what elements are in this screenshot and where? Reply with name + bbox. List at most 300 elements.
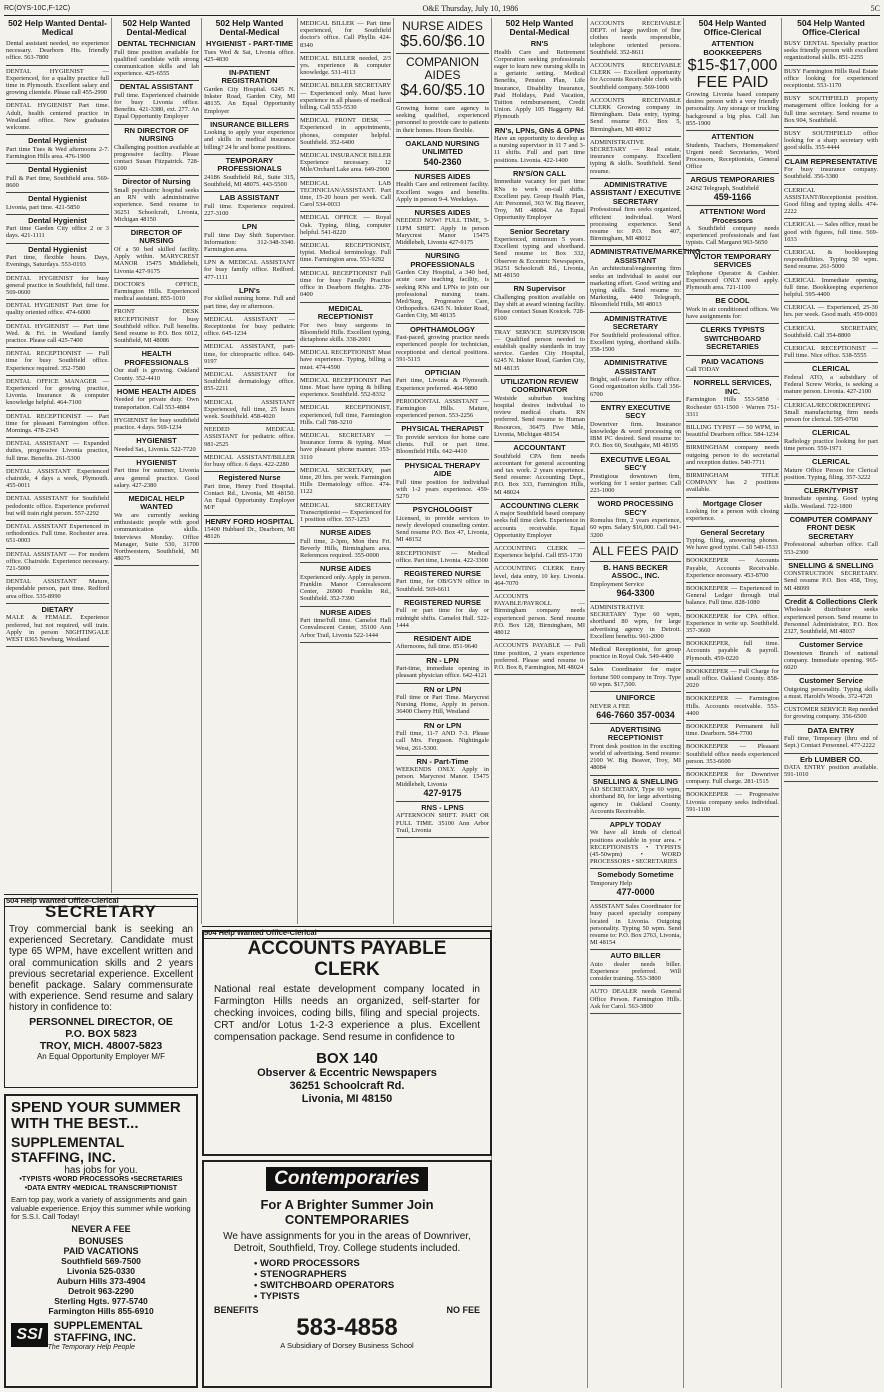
ad-body: MEDICAL BILLER SECRETARY — Experienced only. Must have experience in all phases of medical billing. Call 553-5530 (300, 82, 391, 112)
classified-ad (396, 720, 489, 756)
classified-ad (300, 268, 391, 303)
classified-ad (6, 215, 109, 244)
ad-body: CLERICAL — Experienced, 25-30 hrs. per week. Good math. 459-0001 (784, 304, 878, 319)
ad-body: MEDICAL INSURANCE BILLER Experience necessary. 12 Mile/Orchard Lake area. 649-2900 (300, 152, 392, 174)
ad-body: CLERICAL ASSISTANT/Receptionist position. Good filing and typing skills. 474-2222 (784, 186, 878, 216)
classified-ad (396, 802, 489, 838)
ad-heading: WORD PROCESSING SEC'Y (597, 499, 674, 517)
ad-body: Health Care and Retirement Corporation seeking professionals eager to learn new nursing skills in a geriatric setting. Medical Benefits, Pension Plan, Life Insurance, Disability Insurance, Paid Holidays, Paid Vacation, Tuition reimbursement, Credit Union. Apply 105 Haggerty Rd. Plymouth (494, 48, 585, 121)
classified-ad (300, 18, 391, 53)
classified-ad (300, 303, 391, 348)
classified-ad (204, 369, 295, 397)
ad-heading: HEALTH PROFESSIONALS (124, 349, 189, 367)
ad-body: Typing, filing, answering phones. We have good typist. Call 540-1533 (686, 537, 779, 552)
supp-tagline: The Temporary Help People (47, 1343, 135, 1351)
classified-ad (784, 485, 878, 514)
classified-ad (590, 692, 681, 724)
classified-ad (494, 226, 585, 284)
classified-ad (6, 38, 109, 66)
classified-ad (590, 454, 681, 499)
ad-body: 24262 Telegraph, Southfield (686, 184, 759, 192)
ad-body: BILLING TYPIST — 50 WPM, in beautiful Dearborn office. 584-1234 (686, 423, 779, 439)
ad-heading: ATTENTION! Word Processors (699, 207, 766, 225)
classified-ad (114, 457, 199, 493)
classified-ad (300, 402, 391, 430)
ad-heading: NURSING PROFESSIONALS (410, 251, 475, 269)
ad-body: Challenging position available on Day shift at award winning facility. Please contact Susan Kosicek. 728-6100 (494, 293, 585, 323)
classified-ad (784, 185, 878, 220)
classified-ad (396, 684, 489, 720)
classified-ad (784, 427, 878, 456)
ad-heading: OPTICIAN (424, 367, 461, 377)
ad-body: CLERICAL SECRETARY, Southfield. Call 354-8800 (784, 324, 878, 339)
classified-ad (204, 314, 295, 342)
ad-body: Call TODAY (686, 366, 720, 374)
ad-heading: HENRY FORD HOSPITAL (205, 516, 294, 526)
ad-body: Part time Tues & Wed afternoons 2-7. Farmington Hills area. 476-1900 (6, 145, 109, 160)
classified-ad (590, 95, 681, 137)
classified-ad (204, 257, 295, 285)
section-heading: 502 Help Wanted Dental-Medical (8, 18, 107, 37)
supp-pitch: Earn top pay, work a variety of assignments and gain valuable experience. Enjoy this summer while working for S.S.I. Call Today! (11, 1195, 191, 1221)
ad-body: LPN & MEDICAL ASSISTANT for busy family office. Redford. 477-1111 (204, 259, 295, 281)
ct-phone: 583-4858 (296, 1314, 398, 1341)
ad-heading: ATTENTION BOOKKEEPERS (703, 39, 762, 57)
ap-box: BOX 140 (316, 1050, 378, 1067)
ad-body: Prestigious downtown firm, working for 1 senior partner. Call 223-1000 (590, 472, 681, 495)
ad-body: Immediate opening. Good typing skills. Westland. 722-1800 (784, 495, 878, 510)
ad-body: To provide services for home care clients. Full or part time. Bloomfield Hills. 642-4410 (396, 433, 489, 456)
ad-heading: ADMINISTRATIVE SECRETARY (603, 313, 668, 332)
ad-heading: PHYSICAL THERAPY AIDE (404, 460, 481, 479)
section-heading: 502 Help Wanted Dental-Medical (215, 18, 284, 37)
ad-body: BOOKKEEPER — Full Charge for small office. Oakland County. 858-2020 (686, 667, 779, 690)
classified-ad (396, 756, 489, 802)
classified-ad (686, 555, 779, 583)
ad-wage: $15-$17,000 FEE PAID (687, 57, 778, 91)
classified-ad (590, 986, 681, 1014)
ad-heading: LPN (242, 222, 257, 232)
ad-body: Full & Part time, Southfield area. 569-8600 (6, 174, 109, 189)
section-heading: 504 Help Wanted Office-Clerical (698, 18, 767, 37)
classified-ad (114, 386, 199, 415)
ad-body: ACCOUNTS RECEIVABLE CLERK — Excellent opportunity for Accounts Receivable clerk with Southfield company. 569-1000 (590, 62, 681, 91)
classified-ad (686, 356, 779, 378)
classified-ad (6, 66, 109, 101)
ad-body: Sales Coordinator for major fortune 500 company in Troy. Type 60 wpm. $17,500. (590, 666, 681, 688)
ad-phone: 540-2360 (423, 156, 462, 167)
classified-ad (784, 363, 878, 399)
ad-heading: CLERK/TYPIST (803, 485, 859, 495)
classified-ad (686, 638, 779, 666)
classified-ad (300, 375, 391, 403)
classified-ad (6, 549, 109, 577)
ad-body: CLERICAL RECEPTIONIST — Full time. Nice office. 538-5555 (784, 345, 878, 360)
classified-ad (590, 950, 681, 986)
classified-ad (686, 251, 779, 296)
classified-ad (590, 562, 681, 602)
ad-body: CLERICAL/RECORDKEEPING Small manufacturing firm needs person for clerical. 595-0700 (784, 401, 878, 423)
classified-ad (784, 66, 878, 94)
contemporaries-logo: Contemporaries (266, 1167, 428, 1191)
ad-body: 24186 Southfield Rd., Suite 315, Southfield, MI 48075. 443-5500 (204, 173, 295, 189)
ad-body: Professional firm seeks organized, efficient individual. Word processing experience. Send resume to: P.O. Box 407, Birmingham, MI 48012 (590, 206, 681, 243)
ad-heading: NURSE AIDES (320, 564, 371, 574)
ad-body: Challenging position available at progressive facility. Please contact Susan Fitzpatrick. 728-6100 (114, 143, 199, 173)
ad-body: Part time, for OB/GYN office in Southfield. 569-6611 (396, 578, 489, 593)
ad-body: BOOKKEEPER, full time. Accounts payable & payroll. Plymouth. 459-0220 (686, 640, 779, 662)
secretary-body: Troy commercial bank is seeking an experienced Secretary. Candidate must type 65 WPM, have excellent written and oral communication skills and 2 years previous secretarial experience. Excellent benefit package. Salary commensurate with experience. Send resume and salary history in confidence to: (9, 924, 193, 1014)
ad-heading: REGISTERED NURSE (403, 568, 482, 578)
ad-body: ACCOUNTS PAYABLE — Full time position, 2 years experience preferred. Please send resume to P.O. Box 8, Farmington, MI 48024 (494, 642, 585, 671)
ad-body: Small psychiatric hospital seeks an RN with administrative experience. Send resume to 36251 Schoolcraft, Livonia, Michigan 48150 (114, 186, 199, 223)
classified-ad (396, 103, 489, 138)
classified-ad (590, 179, 681, 247)
ad-body: ACCOUNTING CLERK Entry level, data entry, 10 key. Livonia. 464-7070 (494, 565, 585, 587)
classified-ad (590, 498, 681, 543)
classified-ad (300, 563, 391, 606)
ad-body: Health Care and retirement facility. Excellent wages and benefits. Apply in person 9-4. Weekdays. (396, 181, 489, 203)
ad-heading: RN or LPN (423, 720, 462, 730)
ad-phone: 646-7660 357-0034 (596, 709, 675, 720)
classified-ad (686, 721, 779, 741)
ad-body: MEDICAL RECEPTIONIST, typist. Medical terminology. Full time. Farmington area. 553-9292 (300, 242, 391, 264)
ad-body: Tues Wed & Sat, Livonia office. 425-4830 (204, 48, 295, 63)
ad-heading: UNIFORCE (615, 693, 656, 703)
classified-ad (114, 493, 199, 566)
classified-ad (686, 527, 779, 556)
ad-heading: B. HANS BECKER ASSOC., INC. (603, 562, 668, 581)
classified-ad (396, 396, 489, 424)
ad-body: For two busy surgeons in Bloomfield Hills. Excellent typing, dictaphone skills. 338-2001 (300, 321, 391, 343)
ad-heading: Dental Hygienist (28, 194, 87, 204)
ad-heading: HYGIENIST (136, 457, 177, 467)
classified-ad (784, 400, 878, 428)
classified-ad (204, 341, 295, 369)
ad-heading: Senior Secretary (509, 226, 570, 236)
ad-body: MALE & FEMALE. Experience preferred, but not required, will train. Apply in person NIGHTINGALE WEST 8365 Newburg, Westland (6, 614, 109, 643)
ad-body: NEEDED MEDICAL ASSISTANT for pediatric office. 981-2525 (204, 426, 295, 448)
ad-wage: $5.60/$6.10 (400, 33, 485, 50)
classified-ad (686, 583, 779, 611)
ad-body: DOCTOR'S OFFICE, Farmington Hills. Experienced medical assistant. 855-1010 (114, 280, 199, 303)
classified-ad (6, 244, 109, 273)
classified-ad (396, 171, 489, 207)
supp-offices: Southfield 569-7500 Livonia 525-0330 Auburn Hills 373-4904 Detroit 963-2290 Sterling Hgts. 977-5740 Farmington Hills 855-6910 (48, 1255, 154, 1316)
secretary-address: PERSONNEL DIRECTOR, OE P.O. BOX 5823 TROY, MICH. 48007-5823 (29, 1015, 173, 1052)
classified-ad (300, 465, 391, 500)
classified-ad (784, 514, 878, 560)
ad-body: Part time, flexible hours. Days, Evenings, Saturdays. 553-0193 (6, 254, 109, 269)
classified-ad (686, 789, 779, 817)
classified-ad (204, 38, 295, 67)
ad-body: Livonia, part time. 421-5850 (6, 203, 80, 211)
ad-heading: NORRELL SERVICES, INC. (693, 378, 772, 396)
ad-body: Part time for summer, Livonia area general practice. Good salary. 427-2380 (114, 467, 199, 489)
ct-no-fee: NO FEE (446, 1305, 480, 1315)
ad-heading: MEDICAL HELP WANTED (128, 493, 185, 512)
ad-body: AFTERNOON SHIFT. PART OR FULL TIME. 35100 Ann Arbor Trail, Livonia (396, 812, 489, 834)
ad-body: Front desk position in the exciting world of advertising. Send resume: 2100 W. Big Beaver, Troy, MI 48084 (590, 742, 681, 772)
supp-logo (11, 1320, 191, 1351)
ad-phone: 459-1166 (713, 192, 752, 203)
ad-body: MEDICAL SECRETARY — Insurance forms & typing. Must have pleasant phone manner. 353-3110 (300, 431, 391, 461)
classified-ad (590, 18, 681, 60)
ad-body: Experienced only. Apply in person. Franklin Manor Convalescent Center, 26900 Franklin Rd., Southfield. 352-7390 (300, 573, 391, 603)
classified-ad (300, 150, 391, 178)
classified-ad (114, 435, 199, 457)
supp-fee: NEVER A FEE (71, 1223, 131, 1234)
secretary-eoe: An Equal Opportunity Employer M/F (36, 1051, 166, 1061)
ad-body: Telephone Operator & Cashier. Experienced ONLY need apply. Plymouth area. 721-1100 (686, 269, 779, 292)
ad-heading: Mortgage Closer (702, 498, 763, 508)
classified-ad (300, 240, 391, 268)
ad-body: Licensed, to provide services to newly developed counseling center. Send resume P.O. Box 47, Livonia, MI 48152 (396, 514, 489, 544)
ad-body: Garden City Hospital. 6245 N. Inkster Road, Garden City, MI 48135. An Equal Opportunity Employer (204, 85, 295, 115)
ad-body: BIRMINGHAM TITLE COMPANY has 2 positions available. (686, 471, 779, 494)
classified-ad (494, 442, 585, 500)
ad-body: Full time. Experienced chairside for busy Livonia office. Benefits. 421-3380, ext. 277. An Equal Opportunity Employer (114, 91, 199, 121)
ad-phone: 427-9175 (423, 787, 462, 798)
classified-ad (6, 376, 109, 411)
ad-body: WEEKENDS ONLY. Apply in person. Marycrest Manor. 15475 Middlebelt, Livonia (396, 766, 489, 788)
ad-body: Fast-paced, growing practice needs experienced people for technician, receptionist and clerical positions. 591-5115 (396, 334, 489, 363)
ad-body: Growing Livonia based company desires person with a very friendly personality. Any storage or trucking background a big plus. Call Jan 855-1900 (686, 91, 779, 127)
classified-ad (686, 377, 779, 422)
classified-ad (590, 664, 681, 692)
ad-body: CLERICAL & bookkeeping responsibilities. Typing 50 wpm. Send resume. 261-5000 (784, 248, 878, 271)
ad-heading: SNELLING & SNELLING (788, 560, 874, 570)
ad-body: DENTAL ASSISTANT — Expanded duties, progressive Livonia practice, full time. Benefits. 261-5300 (6, 440, 109, 462)
ad-heading: EXECUTIVE LEGAL SEC'Y (600, 454, 671, 473)
classified-ad (590, 60, 681, 95)
ad-body: A Southfield company needs experienced professionals and fast typists. Call Margaret 963-5650 (686, 225, 779, 247)
classified-ad (6, 300, 109, 320)
classified-ad (784, 725, 878, 754)
classified-ad (590, 313, 681, 358)
classified-ad (396, 138, 489, 171)
classified-ad (204, 452, 295, 472)
classified-ad (396, 597, 489, 633)
classified-ad (494, 591, 585, 640)
classified-ad (300, 430, 391, 465)
classified-ad (6, 348, 109, 376)
ad-body: Students, Teachers, Homemakers! Urgent need: Secretaries, Word Processors, Receptionists, General Office (686, 141, 779, 171)
ap-body: National real estate development company located in Farmington Hills needs an organized, self-starter for checking invoices, coding bills, filing and special projects. CRT and/or Lotus 1-2-3 experience a plus. Excellent compensation package. Send resume in confidence to (214, 984, 480, 1043)
ad-body: Full time, Temporary (thru end of Sept.) Contact Personnel. 477-2222 (784, 735, 878, 750)
ad-body: Part time, Henry Ford Hospital. Contact Rd., Livonia, MI 48150. An Equal Opportunity Employer M/F (204, 482, 295, 512)
column-7 (588, 18, 701, 1388)
classified-ad (114, 415, 199, 435)
classified-ad (114, 176, 199, 227)
classified-ad (396, 633, 489, 655)
column-8 (684, 18, 782, 1388)
ad-body: CLERICAL — Sales office, must be good with figures, full time. 569-1033 (784, 221, 878, 243)
ad-body: BIRMINGHAM company needs outgoing person to do secretarial and reception duties. 540-7711 (686, 444, 779, 466)
ad-body: Dental assistant needed, no experience necessary. Dearborn Hts. friendly office. 563-7800 (6, 40, 109, 62)
classified-ad (590, 543, 681, 562)
ad-heading: CLAIM REPRESENTATIVE (784, 156, 878, 166)
supp-wordmark: SUPPLEMENTAL STAFFING, INC. (53, 1319, 143, 1344)
classified-ad (300, 607, 391, 643)
ad-heading: OAKLAND NURSING UNLIMITED (405, 138, 480, 157)
classified-ad (396, 548, 489, 568)
ad-body: PERIODONTAL ASSISTANT — Farmington Hills. Mature, experienced person. 553-2256 (396, 397, 489, 420)
ad-body: BOOKKEEPER for CPA office. Experience in write up. Southfield. 357-3660 (686, 612, 779, 635)
ad-heading: ADVERTISING RECEPTIONIST (607, 724, 664, 743)
ad-body: An architectural/engineering firm seeks an individual to assist our marketing effort. Good writing and typing skills. Send resume to: Marketing, 4400 Telegraph, Bloomfield Hills, MI 48013 (590, 265, 681, 309)
ad-body: MEDICAL RECEPTIONIST Must have experience. Typing, billing a must. 474-4590 (300, 349, 391, 371)
ad-body: Needed for private duty. Own transportation. Call 553-4884 (114, 396, 199, 411)
ap-strip: 504 Help Wanted Office-Clerical (202, 926, 492, 938)
classified-ad (590, 869, 681, 901)
ad-heading: RN - Part-Time (416, 756, 469, 766)
classified-ad (6, 411, 109, 439)
classified-ad (784, 675, 878, 704)
classified-ad (204, 119, 295, 155)
classified-ad (494, 543, 585, 563)
ad-body: AD SECRETARY, Type 60 wpm, shorthand 80, for large advertising agency in Oakland County. Accounts Receivable. (590, 786, 681, 815)
classified-ad (784, 639, 878, 675)
column-3 (202, 18, 298, 924)
ad-heading: ACCOUNTANT (513, 443, 566, 453)
classified-ad (686, 131, 779, 174)
classified-ad (6, 466, 109, 494)
ad-body: 15400 Hubbard Dr., Dearborn, MI 48126 (204, 526, 295, 541)
classified-ad (300, 115, 391, 150)
ad-wage: $4.60/$5.10 (400, 82, 485, 99)
ad-body: ADMINISTRATIVE SECRETARY Type 60 wpm, shorthand 80 wpm, for large advertising agency in Detroit. Excellent benefits. 961-2000 (590, 604, 681, 640)
classified-ad (686, 498, 779, 527)
ad-body: Garden City Hospital, a 340 bed, acute care teaching facility, is seeking RNs and LPNs to join our professional nursing team. Med/Surg, Progressive Care, Orthopedics. 6245 N. Inkster Road, Garden City, MI 48135 (396, 269, 489, 320)
ct-title: For A Brighter Summer Join CONTEMPORARIES (260, 1197, 434, 1227)
ad-heading: CLERICAL (812, 428, 850, 438)
ad-heading: RN'S (530, 39, 549, 48)
ad-heading: MEDICAL RECEPTIONIST (317, 303, 374, 321)
classified-ad (494, 563, 585, 591)
ad-heading: AUTO BILLER (610, 951, 661, 961)
ad-body: Radiology practice looking for part time person. 559-1971 (784, 437, 878, 452)
classified-ad (300, 80, 391, 115)
ad-heading: NURSE AIDES (320, 528, 371, 538)
ap-address: Observer & Eccentric Newspapers 36251 Schoolcraft Rd. Livonia, MI 48150 (257, 1067, 437, 1105)
ad-heading: SNELLING & SNELLING (592, 776, 679, 786)
ad-body: DENTAL HYGIENIST for busy general practice in Southfield, full time. 569-0600 (6, 274, 109, 296)
ct-list: • WORD PROCESSORS • STENOGRAPHERS • SWITCHBOARD OPERATORS • TYPISTS (254, 1258, 395, 1302)
classified-ad (396, 504, 489, 547)
classified-ad (784, 247, 878, 275)
header-code: RC(OYS-10C,F-12C) (4, 5, 71, 12)
classified-ad (204, 516, 295, 545)
classified-ad (396, 18, 489, 54)
ad-body: Full time position for individual with 1-2 years experience. 459-5270 (396, 478, 489, 500)
ad-body: Looking for a person with closing experience. (686, 508, 779, 523)
column-9 (782, 18, 880, 1388)
ad-heading: DENTAL TECHNICIAN (117, 39, 196, 48)
classified-ad (396, 423, 489, 459)
ad-body: Downriver firm. Insurance knowledge & word processing on IBM PC desired. Send resume to: P.O. Box 60, Southgate, MI 48195 (590, 420, 681, 450)
ad-body: FRONT DESK RECEPTIONIST for busy Southfield office. Full benefits. Send resume to P.O. Box 6012, Southfield, MI 48086 (114, 308, 199, 345)
ad-body: DENTAL OFFICE MANAGER — Experienced for growing practice, Livonia. Insurance & computer knowledge helpful. 464-7100 (6, 377, 109, 407)
classified-ad (494, 640, 585, 675)
ad-body: BUSY SOUTHFIELD property management office looking for a full time secretary. Send resume to Box 904, Southfield. (784, 95, 878, 124)
classified-ad (114, 306, 199, 348)
ad-body: Westside suburban teaching hospital desires individual to review medical charts. RN preferred. Send resume to Human Resources, 36475 Five Mile, Livonia, Michigan 48154 (494, 394, 585, 438)
ad-heading: Dental Hygienist (28, 215, 87, 225)
classified-ad (686, 666, 779, 694)
classified-ad (6, 193, 109, 215)
ad-body: DENTAL ASSISTANT Experienced chairside, 4 days a week, Plymouth. 455-0011 (6, 467, 109, 490)
classified-ad (6, 438, 109, 466)
classified-ad (590, 602, 681, 644)
ad-body: DENTAL HYGIENIST Part time. Adult, health centered practice in Westland office. New graduates welcome. (6, 102, 109, 132)
ad-heading: Customer Service (799, 640, 863, 650)
page-header (4, 2, 880, 16)
supplemental-staffing-ad (4, 1094, 198, 1388)
ad-body: Part time, Livonia & Plymouth. Experience preferred. 464-9890 (396, 377, 489, 392)
ad-heading: CLERKS TYPISTS SWITCHBOARD SECRETARIES (700, 325, 765, 352)
classified-ad (204, 221, 295, 257)
classified-ad (494, 500, 585, 543)
ad-heading: General Secretary (700, 527, 765, 537)
classified-ad (396, 367, 489, 396)
secretary-strip: 504 Help Wanted Office-Clerical (4, 894, 198, 906)
ad-body: Full time, 11-7 AND 7-3. Please call Mrs. Ferguson. Nightingale West, 261-5300. (396, 730, 489, 752)
classified-ad (784, 275, 878, 303)
ad-heading: DENTAL ASSISTANT (119, 82, 194, 92)
classified-ad (396, 460, 489, 505)
ad-heading: ADMINISTRATIVE ASSISTANT / EXECUTIVE SECRETARY (590, 179, 681, 206)
ad-body: Full time Day Shift Supervisor. Information: 312-348-3340. Farmington area. (204, 231, 295, 254)
classified-ad (784, 323, 878, 343)
supp-list: •TYPISTS •WORD PROCESSORS •SECRETARIES •DATA ENTRY •MEDICAL TRANSCRIPTIONIST (19, 1176, 183, 1192)
ad-body: DENTAL ASSISTANT Experienced in orthodontics. Full time. Rochester area. 651-0003 (6, 523, 109, 545)
ad-heading: RN'S/ON CALL (512, 168, 567, 178)
classified-ad (784, 219, 878, 247)
classified-ad (396, 54, 489, 103)
ad-heading: NURSE AIDES (320, 607, 371, 617)
ad-phone: 477-0000 (616, 887, 655, 898)
ad-body: ACCOUNTS PAYABLE/PAYROLL — Birmingham company needs experienced person. Send resume P.O. Box 128, Birmingham, MI 48012 (494, 593, 585, 637)
ct-body: We have assignments for you in the areas of Downriver, Detroit, Southfield, Troy. College students included. (223, 1231, 471, 1254)
ad-body: Part time/full time. Camelot Hall Convalescent Center, 35100 Ann Arbor Trail, Livonia 522-1444 (300, 617, 391, 639)
ad-heading: COMPUTER COMPANY FRONT DESK SECRETARY (789, 514, 873, 541)
ad-body: Full time or Part Time. Marycrest Nursing Home, Apply in person. 36400 Cherry Hill, Westland (396, 694, 489, 716)
ad-body: CLERICAL Immediate opening, full time. Bookkeeping experience helpful. 595-4400 (784, 276, 878, 298)
classified-ad (590, 724, 681, 776)
ad-body: Employment Service (590, 580, 644, 588)
ad-body: Mature Office Person for Clerical position. Typing, filing. 357-3222 (784, 466, 878, 481)
ad-body: Experienced, minimum 5 years. Excellent typing and shorthand. Send resume to: Box 332, Observer & Eccentric Newspapers, 36251 Schoolcraft Rd., Livonia, MI 48150 (494, 236, 585, 280)
ad-heading: ALL FEES PAID (592, 543, 679, 558)
ad-heading: Registered Nurse (218, 473, 281, 483)
classified-ad (686, 442, 779, 470)
ad-body: MEDICAL BILLER — Part time experienced, for Southfield doctor's office. Call Phyllis 424-8340 (300, 20, 391, 49)
ssi-logo-mark: SSI (11, 1323, 48, 1347)
ad-heading: RESIDENT AIDE (413, 633, 472, 643)
ad-body: Federal ATO, a subsidiary of Federal Screw Works, is seeking a mature person. Livonia. 427-2100 (784, 373, 878, 396)
ad-body: TRAY SERVICE SUPERVISOR — Qualified person needed to establish quality standards in tray service. Garden City Hospital, 6245 N. Inkster Road, Garden City, MI 48135 (494, 328, 585, 372)
classified-ad (686, 174, 779, 206)
ad-body: MEDICAL ASSISTANT — Receptionist for busy pediatric office. 645-1234 (204, 315, 295, 338)
ad-body: DENTAL ASSISTANT Mature, dependable person, part time. Redford area office. 535-8990 (6, 578, 109, 600)
ad-body: CUSTOMER SERVICE Rep needed for growing company. 356-6500 (784, 706, 878, 721)
ad-heading: ENTRY EXECUTIVE SECY (600, 402, 671, 421)
classified-ad (396, 324, 489, 367)
classified-ad (494, 125, 585, 168)
ad-body: CONSTRUCTION SECRETARY. Send resume P.O. Box 458, Troy, MI 48099 (784, 570, 878, 592)
ad-body: BUSY Farmington Hills Real Estate office looking for experienced receptionist. 553-1170 (784, 67, 878, 90)
